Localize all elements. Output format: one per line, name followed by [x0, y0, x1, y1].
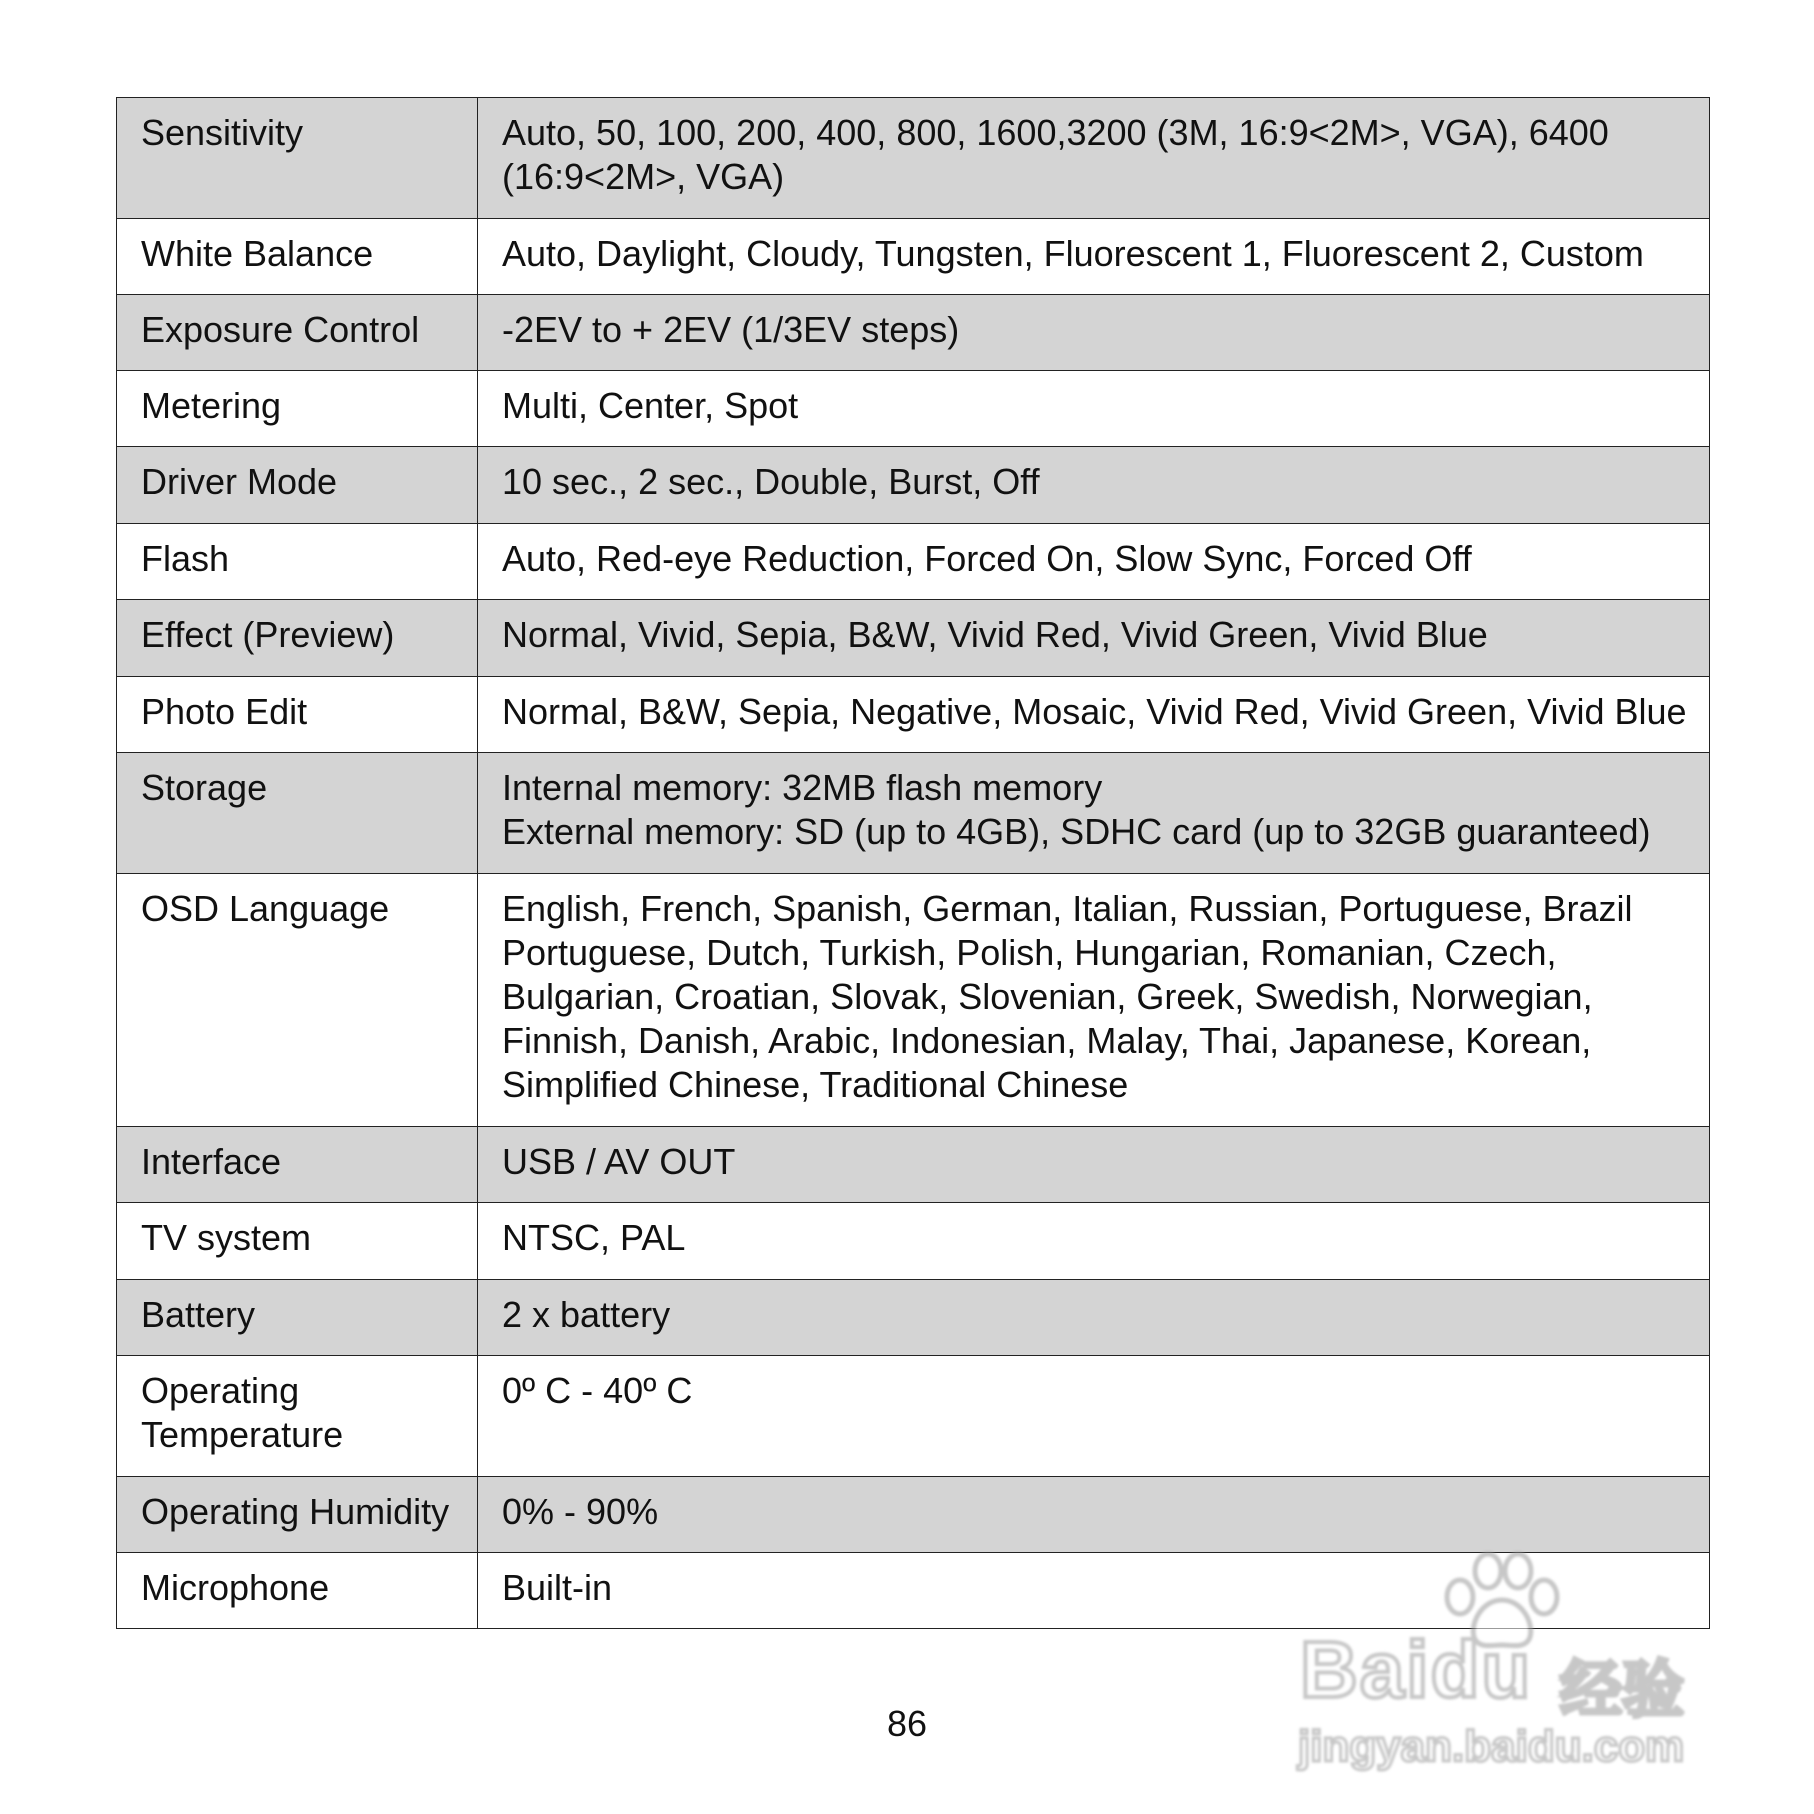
watermark-brand-cn: 经验: [1560, 1656, 1685, 1725]
row-label: Storage: [117, 753, 478, 874]
row-value: Auto, 50, 100, 200, 400, 800, 1600,3200 (3M, 16:9<2M>, VGA), 6400 (16:9<2M>, VGA): [478, 98, 1710, 219]
row-label: Driver Mode: [117, 447, 478, 524]
table-row: [117, 1356, 1710, 1477]
row-label: Microphone: [117, 1553, 478, 1629]
row-label: TV system: [117, 1203, 478, 1280]
page-number: 86: [886, 1703, 928, 1744]
watermark-url: jingyan.baidu.com: [1298, 1722, 1685, 1771]
table-row: [117, 295, 1710, 371]
row-label: Sensitivity: [117, 98, 478, 219]
row-value: Auto, Daylight, Cloudy, Tungsten, Fluorescent 1, Fluorescent 2, Custom: [478, 219, 1710, 295]
row-label: Photo Edit: [117, 677, 478, 753]
row-label: Metering: [117, 371, 478, 447]
table-row: [117, 219, 1710, 295]
baidu-jingyan-watermark: [1290, 1545, 1730, 1770]
table-row: [117, 98, 1710, 219]
table-row: [117, 1127, 1710, 1203]
row-value: 10 sec., 2 sec., Double, Burst, Off: [478, 447, 1710, 524]
row-value: Normal, B&W, Sepia, Negative, Mosaic, Vivid Red, Vivid Green, Vivid Blue: [478, 677, 1710, 753]
table-row: [117, 524, 1710, 600]
row-value: Multi, Center, Spot: [478, 371, 1710, 447]
watermark-brand-text: Bai: [1300, 1625, 1431, 1714]
table-row: [117, 874, 1710, 1127]
table-row: [117, 1280, 1710, 1356]
table-row: [117, 447, 1710, 524]
row-value: Normal, Vivid, Sepia, B&W, Vivid Red, Vivid Green, Vivid Blue: [478, 600, 1710, 677]
row-value: 0º C - 40º C: [478, 1356, 1710, 1477]
table-row: [117, 753, 1710, 874]
watermark-brand: [1300, 1625, 1532, 1715]
row-label: OSD Language: [117, 874, 478, 1127]
row-value: 0% - 90%: [478, 1477, 1710, 1553]
table-row: [117, 1203, 1710, 1280]
row-value: USB / AV OUT: [478, 1127, 1710, 1203]
row-value: English, French, Spanish, German, Italian, Russian, Portuguese, Brazil Portuguese, Dutch, Turkish, Polish, Hungarian, Romanian, Czech, Bulgarian, Croatian, Slovak, Slovenian, Greek, Swedish, Norwegian, Finnish, Danish, Arabic, Indonesian, Malay, Thai, Japanese, Korean, Simplified Chinese, Traditional Chinese: [478, 874, 1710, 1127]
row-label: Flash: [117, 524, 478, 600]
row-label: Exposure Control: [117, 295, 478, 371]
row-label: White Balance: [117, 219, 478, 295]
table-row: [117, 371, 1710, 447]
row-value: NTSC, PAL: [478, 1203, 1710, 1280]
row-label: Operating Temperature: [117, 1356, 478, 1477]
row-label: Interface: [117, 1127, 478, 1203]
spec-table: [116, 97, 1710, 1629]
row-label: Battery: [117, 1280, 478, 1356]
watermark-brand-suffix: du: [1430, 1625, 1533, 1714]
row-label: Effect (Preview): [117, 600, 478, 677]
table-row: [117, 677, 1710, 753]
row-value: Internal memory: 32MB flash memory External memory: SD (up to 4GB), SDHC card (up to 32GB guaranteed): [478, 753, 1710, 874]
row-label: Operating Humidity: [117, 1477, 478, 1553]
row-value: -2EV to + 2EV (1/3EV steps): [478, 295, 1710, 371]
row-value: Built-in: [478, 1553, 1710, 1629]
row-value: Auto, Red-eye Reduction, Forced On, Slow Sync, Forced Off: [478, 524, 1710, 600]
table-row: [117, 600, 1710, 677]
row-value: 2 x battery: [478, 1280, 1710, 1356]
table-row: [117, 1477, 1710, 1553]
